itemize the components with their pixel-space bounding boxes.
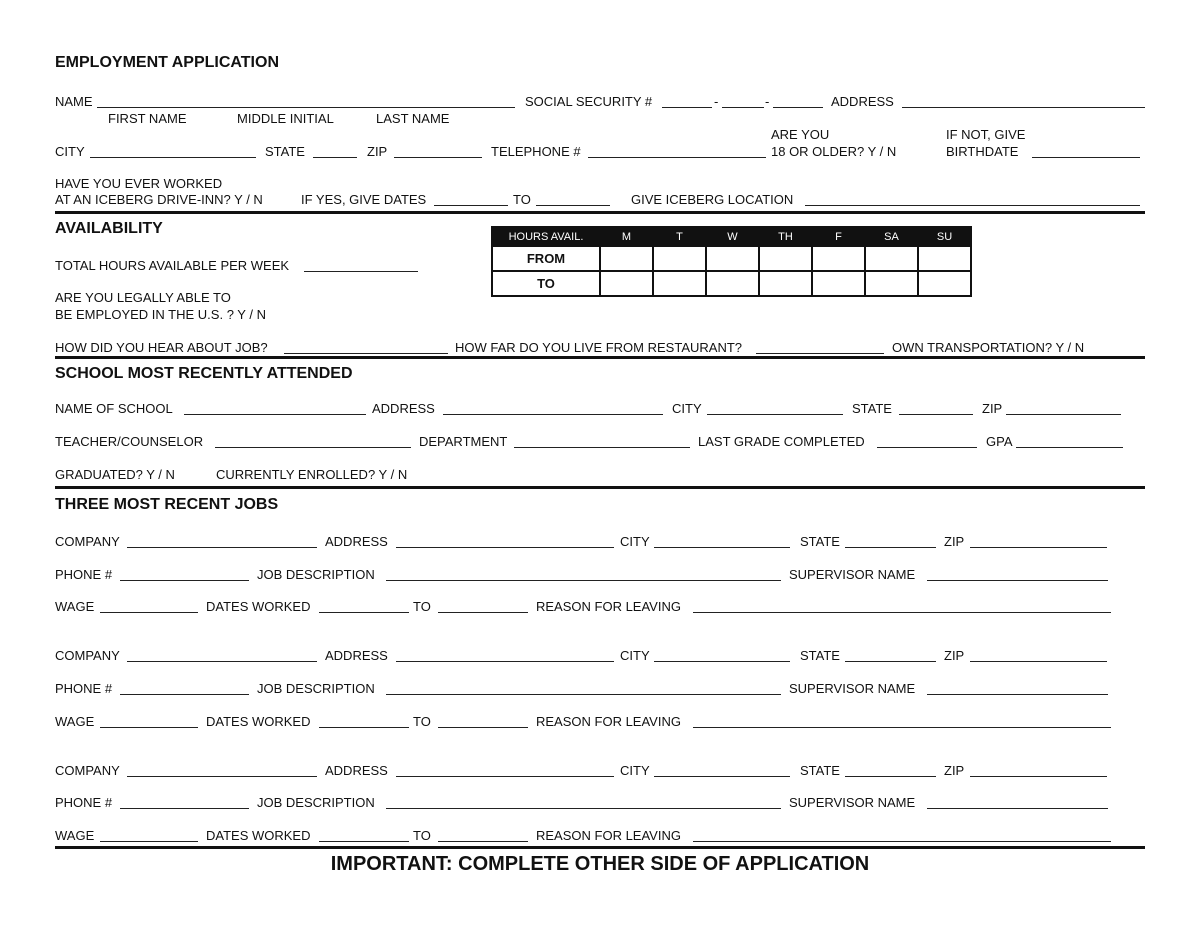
age-question: 18 OR OLDER? Y / N: [771, 144, 897, 159]
ssn-label: SOCIAL SECURITY #: [525, 94, 653, 109]
supervisor-label: SUPERVISOR NAME: [789, 567, 916, 582]
to-row: [492, 271, 971, 296]
job-city-field[interactable]: [654, 547, 790, 548]
birthdate-field[interactable]: [1032, 157, 1140, 158]
hours-avail-header: HOURS AVAIL.: [492, 227, 600, 246]
school-heading: SCHOOL MOST RECENTLY ATTENDED: [55, 365, 353, 382]
last-grade-label: LAST GRADE COMPLETED: [698, 434, 865, 449]
telephone-label: TELEPHONE #: [491, 144, 581, 159]
department-field[interactable]: [514, 447, 690, 448]
to-cell-w[interactable]: [706, 271, 759, 296]
supervisor-field[interactable]: [927, 808, 1108, 809]
school-state-label: STATE: [852, 401, 892, 416]
supervisor-label: SUPERVISOR NAME: [789, 681, 916, 696]
phone-field[interactable]: [120, 808, 249, 809]
name-field[interactable]: [97, 107, 515, 108]
distance-label: HOW FAR DO YOU LIVE FROM RESTAURANT?: [455, 340, 742, 355]
address-label: ADDRESS: [831, 94, 894, 109]
job-description-field[interactable]: [386, 694, 781, 695]
if-not-label: IF NOT, GIVE: [946, 127, 1026, 142]
job-address-label: ADDRESS: [325, 534, 388, 549]
section-divider: [55, 486, 1145, 489]
job-city-label: CITY: [620, 534, 650, 549]
reason-field[interactable]: [693, 841, 1111, 842]
last-grade-field[interactable]: [877, 447, 977, 448]
iceberg-location-label: GIVE ICEBERG LOCATION: [631, 192, 794, 207]
to-row-label: TO: [492, 271, 600, 296]
company-field[interactable]: [127, 661, 317, 662]
wage-label: WAGE: [55, 714, 95, 729]
jobs-heading: THREE MOST RECENT JOBS: [55, 496, 279, 513]
state-field[interactable]: [313, 157, 357, 158]
wage-field[interactable]: [100, 841, 198, 842]
day-header-sa: SA: [865, 227, 918, 246]
job-zip-field[interactable]: [970, 661, 1107, 662]
teacher-field[interactable]: [215, 447, 411, 448]
job-description-label: JOB DESCRIPTION: [257, 567, 375, 582]
to-cell-sa[interactable]: [865, 271, 918, 296]
job-zip-label: ZIP: [944, 648, 965, 663]
reason-label: REASON FOR LEAVING: [536, 599, 681, 614]
state-label: STATE: [265, 144, 305, 159]
school-zip-label: ZIP: [982, 401, 1003, 416]
zip-field[interactable]: [394, 157, 482, 158]
phone-field[interactable]: [120, 694, 249, 695]
from-cell-w[interactable]: [706, 246, 759, 271]
dates-from-field[interactable]: [319, 841, 409, 842]
total-hours-label: TOTAL HOURS AVAILABLE PER WEEK: [55, 258, 290, 273]
first-name-caption: FIRST NAME: [108, 111, 187, 126]
are-you-label: ARE YOU: [771, 127, 830, 142]
dates-to-field[interactable]: [438, 612, 528, 613]
day-header-t: T: [653, 227, 706, 246]
important-notice: IMPORTANT: COMPLETE OTHER SIDE OF APPLICATION: [330, 853, 870, 875]
dates-to-label: TO: [413, 599, 431, 614]
job-state-label: STATE: [800, 648, 840, 663]
to-cell-t[interactable]: [653, 271, 706, 296]
job-address-label: ADDRESS: [325, 763, 388, 778]
school-name-field[interactable]: [184, 414, 366, 415]
school-address-label: ADDRESS: [372, 401, 435, 416]
iceberg-date-from-field[interactable]: [434, 205, 508, 206]
zip-label: ZIP: [367, 144, 388, 159]
from-cell-t[interactable]: [653, 246, 706, 271]
graduated-question: GRADUATED? Y / N: [55, 467, 175, 482]
from-row: [492, 246, 971, 271]
from-cell-m[interactable]: [600, 246, 653, 271]
legal-question-line1: ARE YOU LEGALLY ABLE TO: [55, 290, 231, 305]
distance-field[interactable]: [756, 353, 884, 354]
dates-from-field[interactable]: [319, 612, 409, 613]
reason-label: REASON FOR LEAVING: [536, 828, 681, 843]
supervisor-field[interactable]: [927, 694, 1108, 695]
school-address-field[interactable]: [443, 414, 663, 415]
day-header-f: F: [812, 227, 865, 246]
enrolled-question: CURRENTLY ENROLLED? Y / N: [216, 467, 408, 482]
company-field[interactable]: [127, 776, 317, 777]
availability-heading: AVAILABILITY: [55, 220, 163, 237]
worked-question-line1: HAVE YOU EVER WORKED: [55, 176, 223, 191]
dates-to-field[interactable]: [438, 841, 528, 842]
job-description-field[interactable]: [386, 580, 781, 581]
job-address-field[interactable]: [396, 661, 614, 662]
city-field[interactable]: [90, 157, 256, 158]
dates-to-field[interactable]: [438, 727, 528, 728]
from-cell-th[interactable]: [759, 246, 812, 271]
ssn-dash-1: -: [714, 94, 719, 109]
iceberg-location-field[interactable]: [805, 205, 1140, 206]
total-hours-field[interactable]: [304, 271, 418, 272]
job-city-field[interactable]: [654, 776, 790, 777]
job-description-label: JOB DESCRIPTION: [257, 795, 375, 810]
from-cell-su[interactable]: [918, 246, 971, 271]
job-description-label: JOB DESCRIPTION: [257, 681, 375, 696]
if-yes-dates-label: IF YES, GIVE DATES: [301, 192, 427, 207]
from-label: FROM: [492, 246, 600, 271]
last-name-caption: LAST NAME: [376, 111, 450, 126]
worked-question-line2: AT AN ICEBERG DRIVE-INN? Y / N: [55, 192, 263, 207]
job-city-label: CITY: [620, 648, 650, 663]
table-header-row: [492, 227, 971, 246]
to-label: TO: [513, 192, 531, 207]
job-state-field[interactable]: [845, 776, 936, 777]
to-cell-f[interactable]: [812, 271, 865, 296]
job-address-label: ADDRESS: [325, 648, 388, 663]
address-field[interactable]: [902, 107, 1145, 108]
dates-worked-label: DATES WORKED: [206, 828, 311, 843]
from-cell-sa[interactable]: [865, 246, 918, 271]
dates-worked-label: DATES WORKED: [206, 714, 311, 729]
dates-to-label: TO: [413, 828, 431, 843]
ssn-field-part1[interactable]: [662, 107, 712, 108]
job-state-field[interactable]: [845, 547, 936, 548]
phone-field[interactable]: [120, 580, 249, 581]
hours-availability-table: [491, 226, 972, 297]
job-zip-field[interactable]: [970, 547, 1107, 548]
department-label: DEPARTMENT: [419, 434, 508, 449]
day-header-th: TH: [759, 227, 812, 246]
hear-about-job-label: HOW DID YOU HEAR ABOUT JOB?: [55, 340, 268, 355]
to-cell-th[interactable]: [759, 271, 812, 296]
company-label: COMPANY: [55, 763, 120, 778]
school-state-field[interactable]: [899, 414, 973, 415]
job-state-field[interactable]: [845, 661, 936, 662]
job-state-label: STATE: [800, 534, 840, 549]
gpa-label: GPA: [986, 434, 1013, 449]
phone-label: PHONE #: [55, 681, 113, 696]
phone-label: PHONE #: [55, 567, 113, 582]
day-header-w: W: [706, 227, 759, 246]
legal-question-line2: BE EMPLOYED IN THE U.S. ? Y / N: [55, 307, 266, 322]
teacher-label: TEACHER/COUNSELOR: [55, 434, 204, 449]
section-divider: [55, 846, 1145, 849]
ssn-field-part3[interactable]: [773, 107, 823, 108]
section-divider: [55, 211, 1145, 214]
job-zip-field[interactable]: [970, 776, 1107, 777]
dates-worked-label: DATES WORKED: [206, 599, 311, 614]
hear-about-job-field[interactable]: [284, 353, 448, 354]
job-address-field[interactable]: [396, 776, 614, 777]
job-state-label: STATE: [800, 763, 840, 778]
job-city-label: CITY: [620, 763, 650, 778]
wage-field[interactable]: [100, 612, 198, 613]
ssn-dash-2: -: [765, 94, 770, 109]
dates-to-label: TO: [413, 714, 431, 729]
job-address-field[interactable]: [396, 547, 614, 548]
reason-field[interactable]: [693, 612, 1111, 613]
name-label: NAME: [55, 94, 93, 109]
company-label: COMPANY: [55, 648, 120, 663]
section-divider: [55, 356, 1145, 359]
school-zip-field[interactable]: [1006, 414, 1121, 415]
supervisor-label: SUPERVISOR NAME: [789, 795, 916, 810]
to-cell-su[interactable]: [918, 271, 971, 296]
wage-field[interactable]: [100, 727, 198, 728]
iceberg-date-to-field[interactable]: [536, 205, 610, 206]
job-description-field[interactable]: [386, 808, 781, 809]
birthdate-label: BIRTHDATE: [946, 144, 1019, 159]
wage-label: WAGE: [55, 599, 95, 614]
day-header-su: SU: [918, 227, 971, 246]
job-city-field[interactable]: [654, 661, 790, 662]
page-title: EMPLOYMENT APPLICATION: [55, 54, 279, 71]
company-field[interactable]: [127, 547, 317, 548]
phone-label: PHONE #: [55, 795, 113, 810]
school-city-label: CITY: [672, 401, 702, 416]
day-header-m: M: [600, 227, 653, 246]
telephone-field[interactable]: [588, 157, 766, 158]
gpa-field[interactable]: [1016, 447, 1123, 448]
job-zip-label: ZIP: [944, 763, 965, 778]
reason-field[interactable]: [693, 727, 1111, 728]
ssn-field-part2[interactable]: [722, 107, 764, 108]
reason-label: REASON FOR LEAVING: [536, 714, 681, 729]
school-name-label: NAME OF SCHOOL: [55, 401, 173, 416]
from-cell-f[interactable]: [812, 246, 865, 271]
job-zip-label: ZIP: [944, 534, 965, 549]
transportation-question: OWN TRANSPORTATION? Y / N: [892, 340, 1085, 355]
supervisor-field[interactable]: [927, 580, 1108, 581]
wage-label: WAGE: [55, 828, 95, 843]
to-cell-m[interactable]: [600, 271, 653, 296]
school-city-field[interactable]: [707, 414, 843, 415]
middle-initial-caption: MIDDLE INITIAL: [237, 111, 334, 126]
dates-from-field[interactable]: [319, 727, 409, 728]
city-label: CITY: [55, 144, 85, 159]
company-label: COMPANY: [55, 534, 120, 549]
